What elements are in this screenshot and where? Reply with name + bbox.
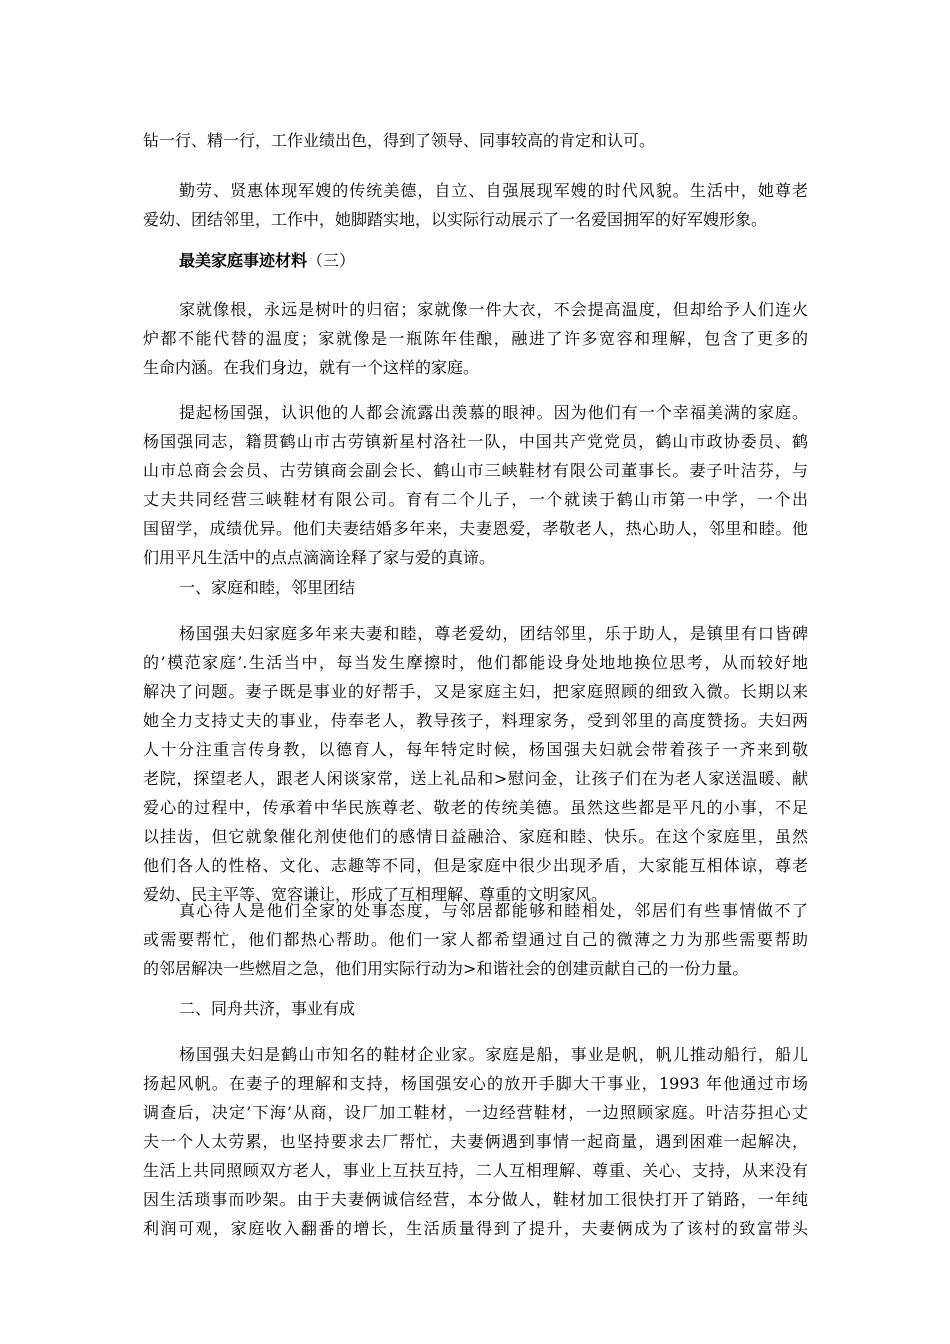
paragraph-7 bbox=[143, 1040, 808, 1243]
text-line: 杨国强夫妇家庭多年来夫妻和睦，尊老爱幼，团结邻里，乐于助人，是镇里有口皆碑 bbox=[179, 624, 808, 643]
text-line: 爱心的过程中，传承着中华民族尊老、敬老的传统美德。虽然这些都是平凡的小事，不足 bbox=[143, 798, 808, 817]
text-line: 生活上共同照顾双方老人，事业上互扶互持，二人互相理解、尊重、关心、支持，从来没有 bbox=[143, 1161, 808, 1180]
text-line: 以挂齿，但它就象催化剂使他们的感情日益融洽、家庭和睦、快乐。在这个家庭里，虽然 bbox=[143, 827, 808, 846]
text-line: 调查后，决定’下海’从商，设厂加工鞋材，一边经营鞋材，一边照顾家庭。叶洁芬担心丈 bbox=[143, 1103, 808, 1122]
paragraph-4 bbox=[143, 398, 808, 572]
text-line: 利润可观，家庭收入翻番的增长，生活质量得到了提升，夫妻俩成为了该村的致富带头 bbox=[143, 1219, 808, 1238]
heading-title: 最美家庭事迹材料 bbox=[179, 251, 308, 270]
text-line: 提起杨国强，认识他的人都会流露出羡慕的眼神。因为他们有一个幸福美满的家庭。 bbox=[179, 403, 808, 422]
text-line: 扬起风帆。在妻子的理解和支持，杨国强安心的放开手脚大干事业，1993 年他通过市场 bbox=[143, 1074, 808, 1093]
text-line: 的邻居解决一些燃眉之急，他们用实际行动为>和谐社会的创建贡献自己的一份力量。 bbox=[143, 959, 749, 978]
section-heading bbox=[179, 246, 355, 275]
text-line: 杨国强同志，籍贯鹤山市古劳镇新星村洛社一队，中国共产党党员，鹤山市政协委员、鹤 bbox=[143, 432, 808, 451]
text-line: 炉都不能代替的温度；家就像是一瓶陈年佳酿，融进了许多宽容和理解，包含了更多的 bbox=[143, 329, 808, 348]
text-line: 的’模范家庭’.生活当中，每当发生摩擦时，他们都能设身处地地换位思考，从而较好地 bbox=[143, 653, 808, 672]
subsection-heading-2: 二、同舟共济，事业有成 bbox=[179, 999, 356, 1018]
text-line: 杨国强夫妇是鹤山市知名的鞋材企业家。家庭是船，事业是帆，帆儿推动船行，船儿 bbox=[179, 1045, 808, 1064]
text-line: 爱幼、民主平等、宽容谦让，形成了互相理解、尊重的文明家风。 bbox=[143, 885, 608, 904]
text-line: 解决了问题。妻子既是事业的好帮手，又是家庭主妇，把家庭照顾的细致入微。长期以来 bbox=[143, 682, 808, 701]
paragraph-6 bbox=[143, 896, 808, 983]
text-line: 山市总商会会员、古劳镇商会副会长、鹤山市三峡鞋材有限公司董事长。妻子叶洁芬，与 bbox=[143, 461, 808, 480]
heading-suffix: （三） bbox=[307, 251, 356, 270]
text-line: 们用平凡生活中的点点滴滴诠释了家与爱的真谛。 bbox=[143, 548, 496, 567]
text-line: 老院，探望老人，跟老人闲谈家常，送上礼品和>慰问金，让孩子们在为老人家送温暖、献 bbox=[143, 769, 808, 788]
text-line: 人十分注重言传身教，以德育人，每年特定时候，杨国强夫妇就会带着孩子一齐来到敬 bbox=[143, 740, 808, 759]
text-line: 因生活琐事而吵架。由于夫妻俩诚信经营，本分做人，鞋材加工很快打开了销路，一年纯 bbox=[143, 1190, 808, 1209]
text-line: 国留学，成绩优异。他们夫妻结婚多年来，夫妻恩爱，孝敬老人，热心助人，邻里和睦。他 bbox=[143, 519, 808, 538]
text-line: 真心待人是他们全家的处事态度，与邻居都能够和睦相处，邻居们有些事情做不了 bbox=[179, 901, 808, 920]
text-line: 夫一个人太劳累，也坚持要求去厂帮忙，夫妻俩遇到事情一起商量，遇到困难一起解决， bbox=[143, 1132, 808, 1151]
subsection-heading-1: 一、家庭和睦，邻里团结 bbox=[179, 578, 356, 597]
text-line: 爱幼、团结邻里，工作中，她脚踏实地，以实际行动展示了一名爱国拥军的好军嫂形象。 bbox=[143, 210, 768, 229]
text-line: 她全力支持丈夫的事业，侍奉老人，教导孩子，料理家务，受到邻里的高度赞扬。夫妇两 bbox=[143, 711, 808, 730]
text-line: 丈夫共同经营三峡鞋材有限公司。育有二个儿子，一个就读于鹤山市第一中学，一个出 bbox=[143, 490, 808, 509]
paragraph-5 bbox=[143, 619, 808, 909]
text-line: 生命内涵。在我们身边，就有一个这样的家庭。 bbox=[143, 358, 480, 377]
text-line: 勤劳、贤惠体现军嫂的传统美德，自立、自强展现军嫂的时代风貌。生活中，她尊老 bbox=[179, 181, 808, 200]
paragraph-2 bbox=[143, 176, 808, 234]
text-line: 家就像根，永远是树叶的归宿；家就像一件大衣，不会提高温度，但却给予人们连火 bbox=[179, 300, 808, 319]
paragraph-1 bbox=[143, 126, 808, 155]
text-line: 钻一行、精一行，工作业绩出色，得到了领导、同事较高的肯定和认可。 bbox=[143, 131, 656, 150]
text-line: 他们各人的性格、文化、志趣等不同，但是家庭中很少出现矛盾，大家能互相体谅，尊老 bbox=[143, 856, 808, 875]
text-line: 或需要帮忙，他们都热心帮助。他们一家人都希望通过自己的微薄之力为那些需要帮助 bbox=[143, 930, 808, 949]
paragraph-3 bbox=[143, 295, 808, 382]
